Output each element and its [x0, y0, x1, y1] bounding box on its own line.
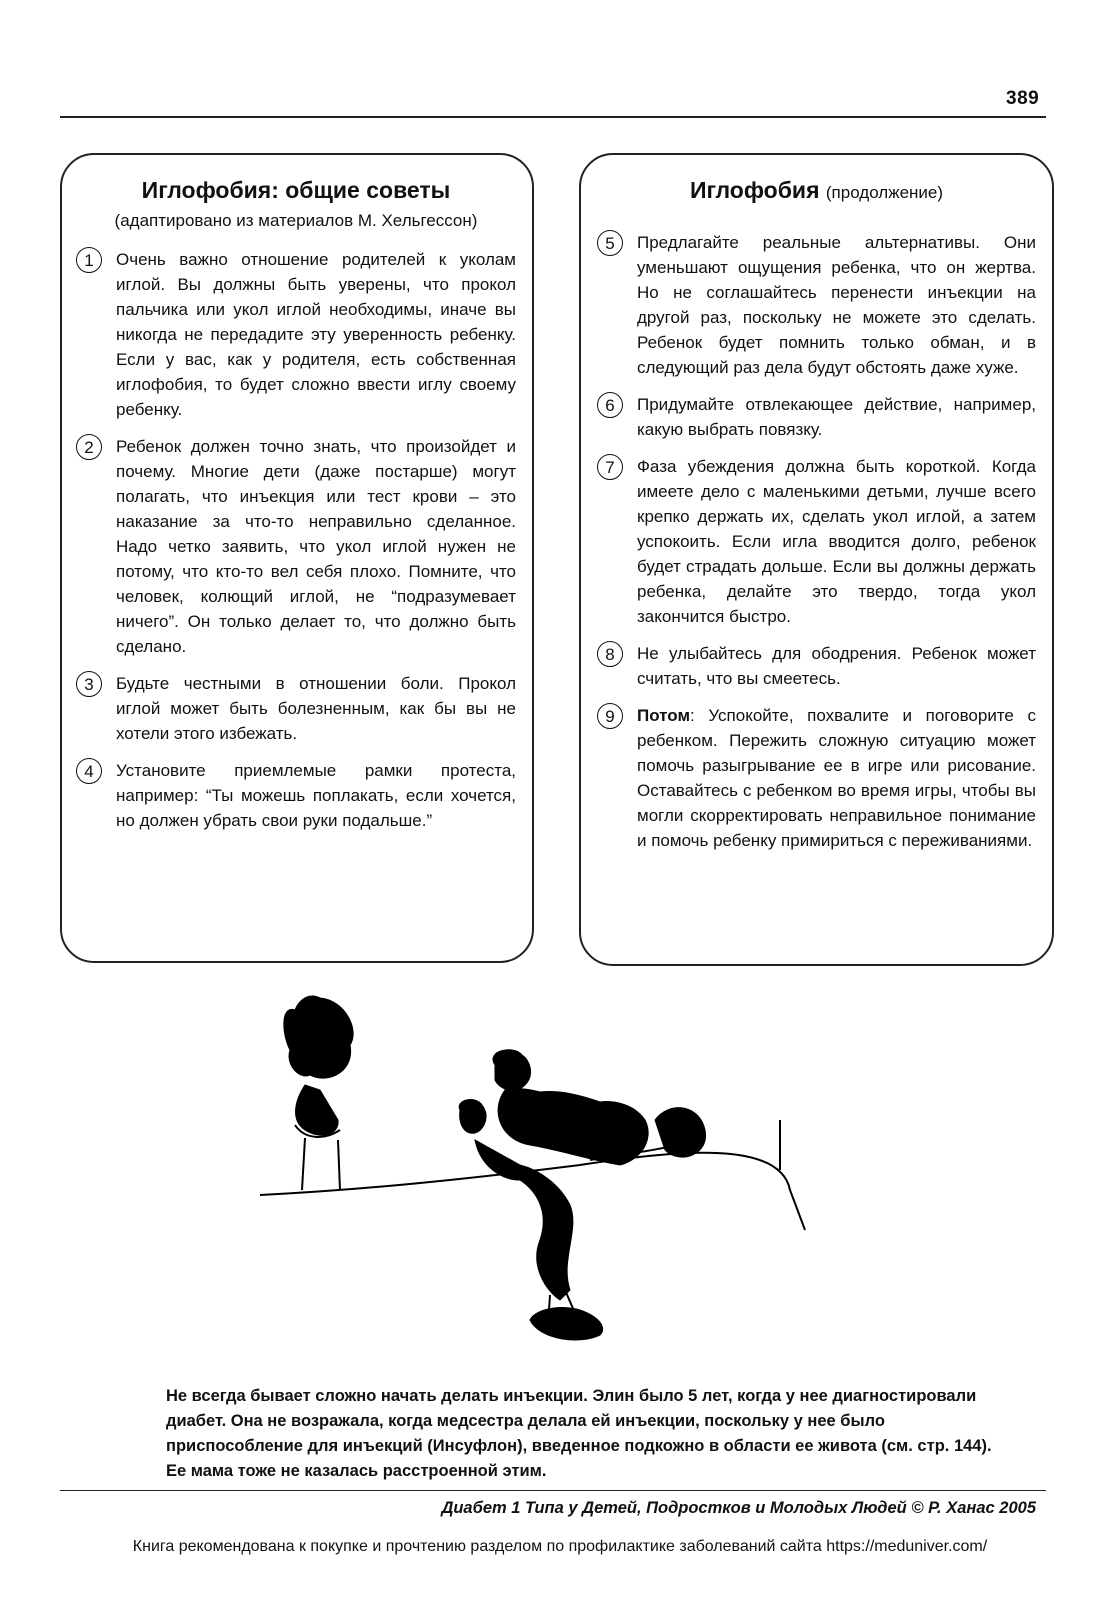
- tip-7: [597, 454, 1036, 629]
- lying-figures: [459, 1050, 705, 1340]
- tip-number-circle: 8: [597, 641, 623, 667]
- tip-number-circle: 1: [76, 247, 102, 273]
- tip-number-circle: 9: [597, 703, 623, 729]
- tip-text: [637, 703, 1036, 853]
- tip-text: Очень важно отношение родителей к уколам иглой. Вы должны быть уверены, что прокол пальчика или укол иглой необходимы, иначе вы никогда не передадите эту уверенность ребенку. Если у вас, как у родителя, есть собственная иглофобия, то будет сложно ввести иглу своему ребенку.: [116, 250, 516, 419]
- tip-9: [597, 703, 1036, 853]
- footer-site-note: Книга рекомендована к покупке и прочтению разделом по профилактике заболеваний сайта https://meduniver.com/: [132, 1538, 988, 1555]
- illustration-caption: Не всегда бывает сложно начать делать инъекции. Элин было 5 лет, когда у нее диагностировали диабет. Она не возражала, когда медсестра делала ей инъекции, поскольку у нее было приспособление для инъекций (Инсуфлон), введенное подкожно в области ее живота (см. стр. 144). Ее мама тоже не казалась расстроенной этим.: [166, 1387, 992, 1480]
- tip-lead-word: Потом: [637, 706, 691, 725]
- tip-text: Придумайте отвлекающее действие, например, какую выбрать повязку.: [637, 395, 1036, 439]
- tip-text: Фаза убеждения должна быть короткой. Когда имеете дело с маленькими детьми, лучше всего крепко держать их, сделать укол иглой, а затем успокоить. Если игла вводится долго, ребенок будет страдать дольше. Если вы должны держать ребенка, делайте это твердо, тогда укол закончится быстро.: [637, 457, 1036, 626]
- tip-body: : Успокойте, похвалите и поговорите с ребенком. Пережить сложную ситуацию может помочь разыгрывание ее в игре или рисование. Оставайтесь с ребенком во время игры, чтобы вы могли скорректировать неправильное понимание и помочь ребенку примириться с переживаниями.: [637, 706, 1036, 850]
- tip-1: [76, 247, 516, 422]
- left-panel-title: Иглофобия: общие советы: [141, 177, 451, 203]
- footer-book-reference: Диабет 1 Типа у Детей, Подростков и Молодых Людей © Р. Ханас 2005: [441, 1499, 1036, 1517]
- header-rule: [60, 116, 1046, 118]
- tip-number-circle: 7: [597, 454, 623, 480]
- right-panel-title-main: Иглофобия: [689, 177, 820, 203]
- tip-3: [76, 671, 516, 746]
- right-panel-title-suffix: (продолжение): [825, 183, 944, 202]
- tip-6: [597, 392, 1036, 442]
- tip-number-circle: 2: [76, 434, 102, 460]
- left-panel-general-tips: [60, 153, 534, 963]
- right-panel-continued-tips: [579, 153, 1054, 966]
- page-number: 389: [1006, 88, 1040, 109]
- tip-text: Будьте честными в отношении боли. Прокол иглой может быть болезненным, как бы вы не хотели этого избежать.: [116, 674, 516, 743]
- tip-number-circle: 4: [76, 758, 102, 784]
- tip-number-circle: 5: [597, 230, 623, 256]
- tip-4: [76, 758, 516, 833]
- tip-text: Не улыбайтесь для ободрения. Ребенок может считать, что вы смеетесь.: [637, 644, 1036, 688]
- tip-2: [76, 434, 516, 659]
- tip-number-circle: 3: [76, 671, 102, 697]
- tip-number-circle: 6: [597, 392, 623, 418]
- tip-text: Ребенок должен точно знать, что произойдет и почему. Многие дети (даже постарше) могут полагать, что инъекция или тест крови – это наказание за что-то неправильно сделанное. Надо четко заявить, что укол иглой нужен не потому, что кто-то вел себя плохо. Помните, что человек, колющий иглой, не “подразумевает ничего”. Он только делает то, что должно быть сделано.: [116, 437, 516, 656]
- tip-text: Предлагайте реальные альтернативы. Они уменьшают ощущения ребенка, что он жертва. Но не соглашайтесь перенести инъекции на другой раз, поскольку не можете это сделать. Ребенок будет помнить только обман, и в следующий раз дела будут обстоять даже хуже.: [637, 233, 1036, 377]
- tip-8: [597, 641, 1036, 691]
- child-drawing-illustration: [260, 990, 860, 1370]
- footer-rule: [60, 1490, 1046, 1491]
- standing-figure: [284, 996, 353, 1190]
- right-panel-title: [597, 175, 1036, 208]
- left-panel-subtitle: (адаптировано из материалов М. Хельгессон): [114, 211, 478, 230]
- tip-5: [597, 230, 1036, 380]
- tip-text: Установите приемлемые рамки протеста, например: “Ты можешь поплакать, если хочется, но должен убрать свои руки подальше.”: [116, 761, 516, 830]
